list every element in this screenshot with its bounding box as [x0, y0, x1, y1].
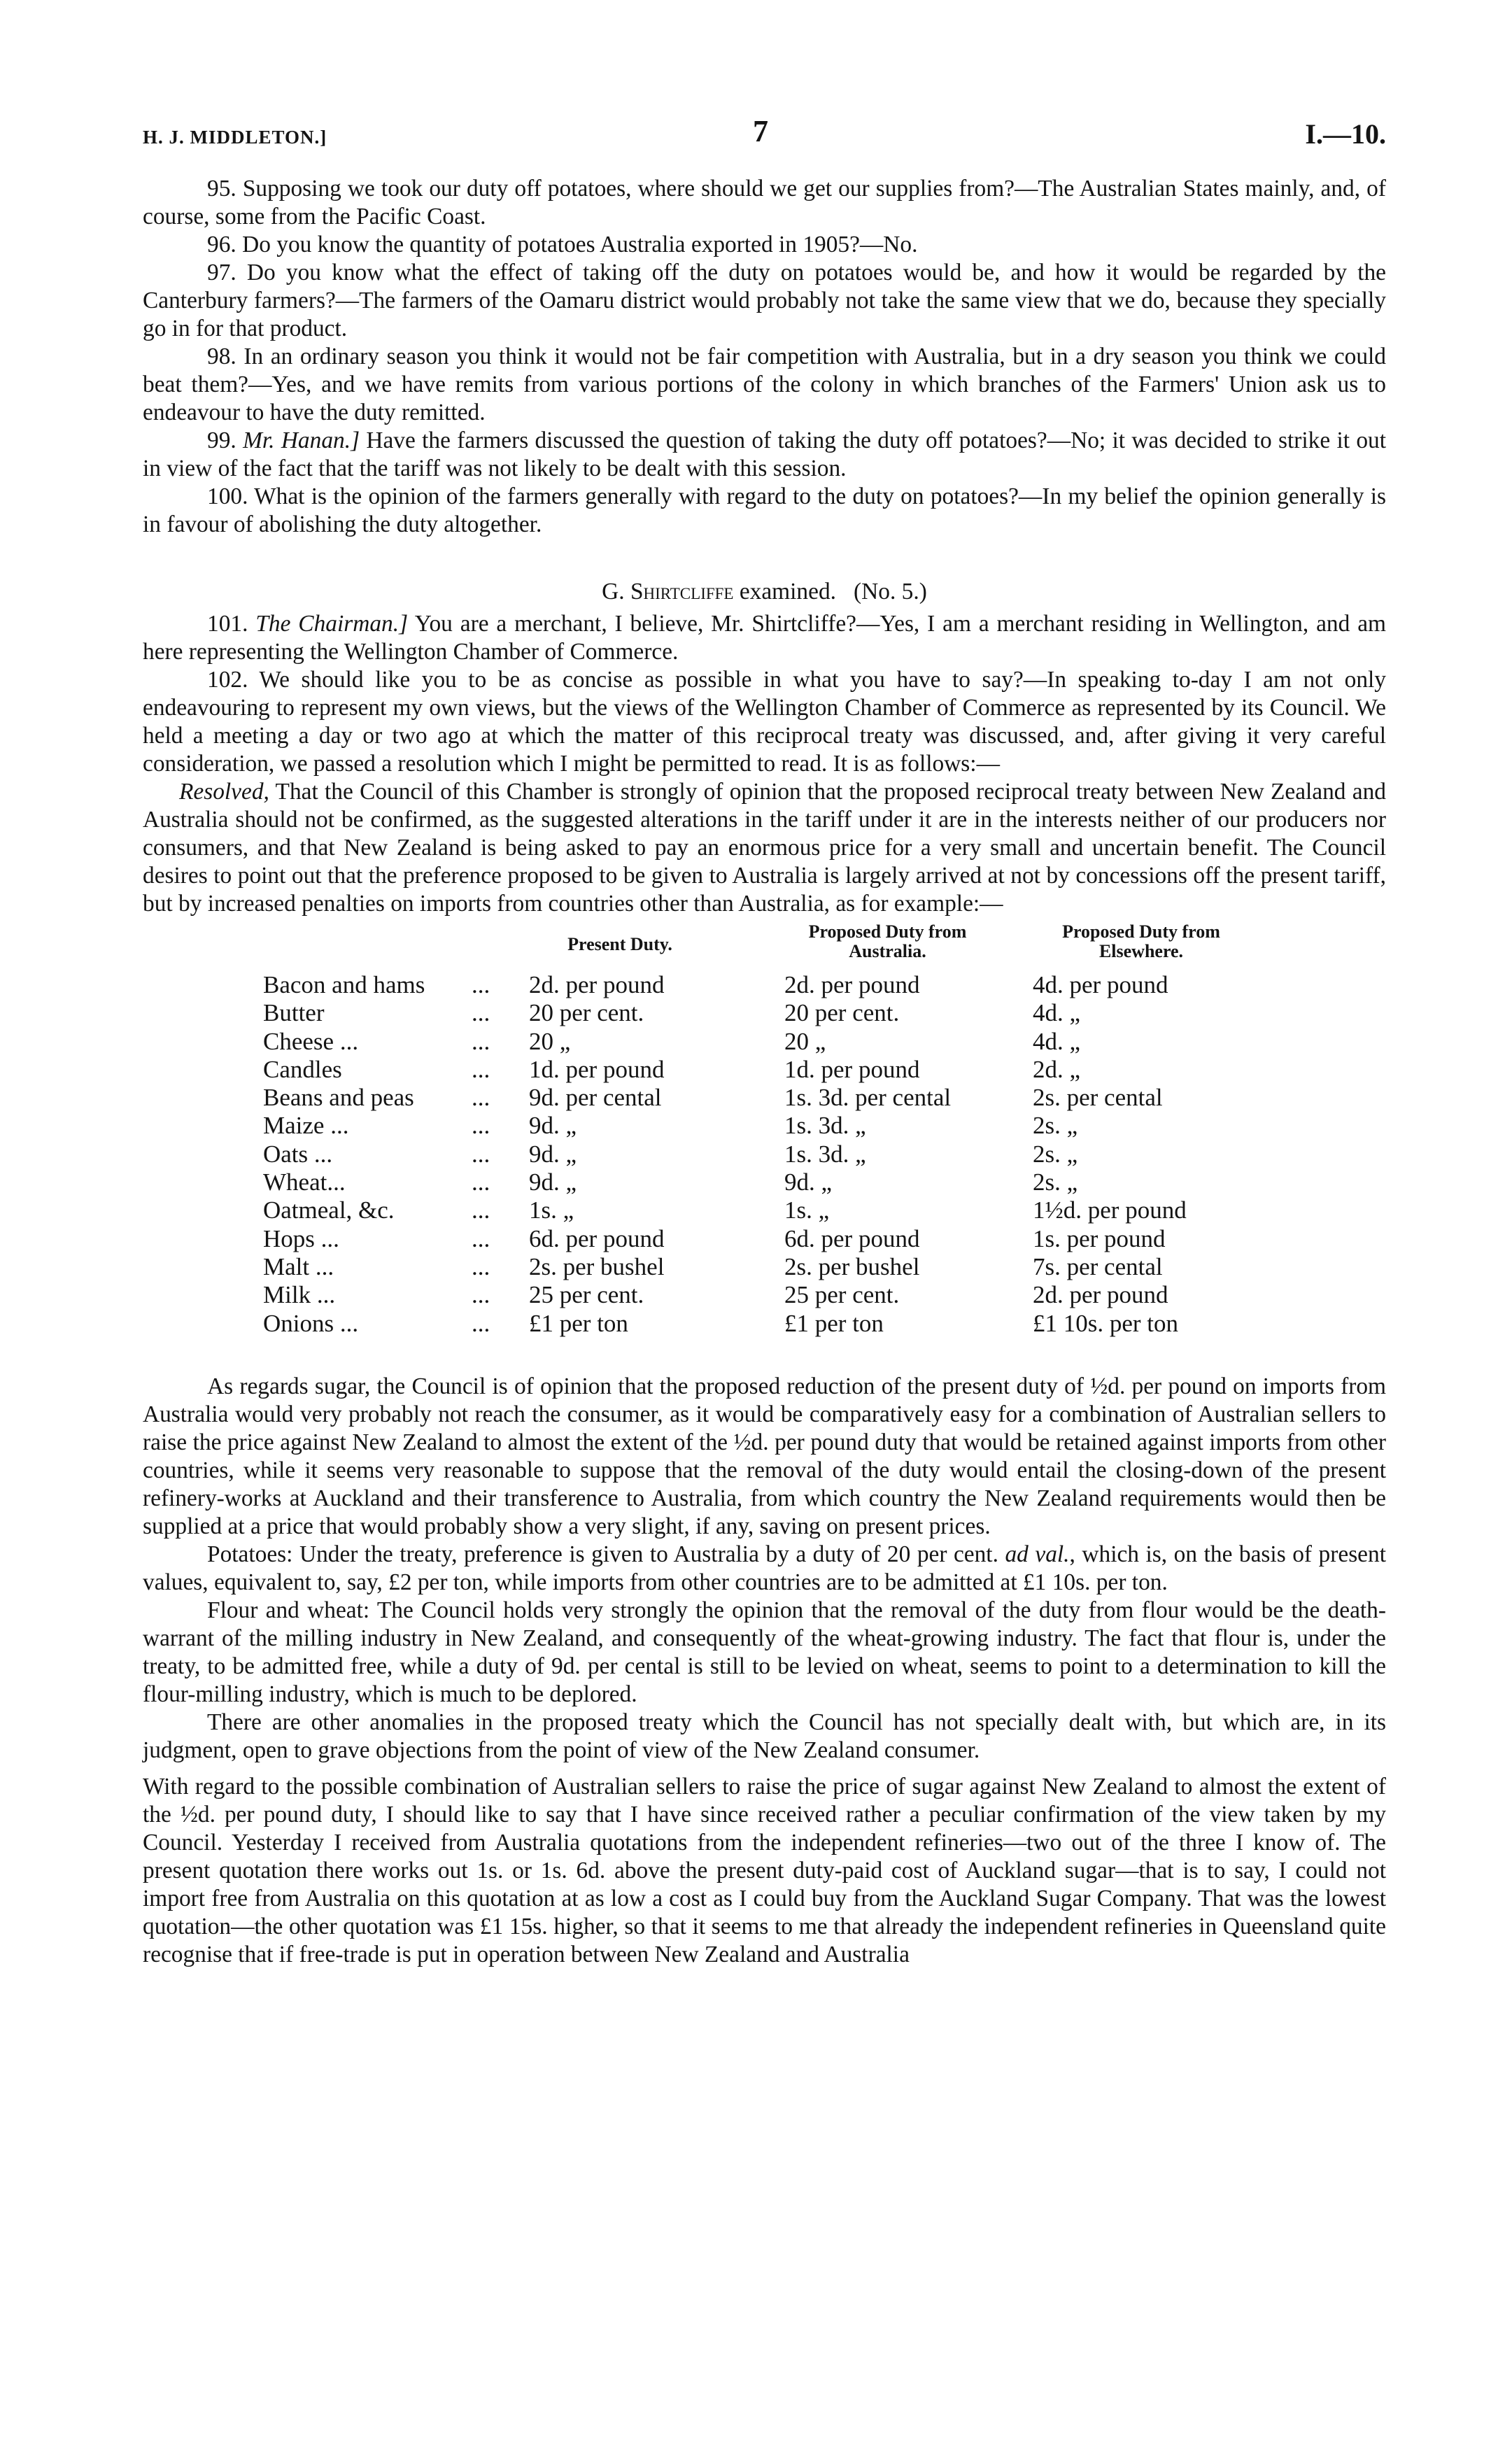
cell-elsewhere: 1½d. per pound — [1033, 1196, 1187, 1224]
cell-item: Butter — [263, 999, 325, 1027]
sugar-paragraph: As regards sugar, the Council is of opinion that the proposed reduction of the present duty of ½d. per pound on imports from Australia would very probably not reach the consumer, as it would be comparatively easy for a combination of Australian sellers to raise the price against New Zealand to almost the extent of the ½d. per pound duty that would be retained against imports from other countries, while it seems very reasonable to suppose that the removal of the duty would entail the closing-down of the present refinery-works at Auckland and their transference to Australia, from which country the New Zealand requirements would then be supplied at a price that would probably show a very slight, if any, saving on present prices. — [143, 1373, 1386, 1539]
table-row — [143, 1084, 1386, 1112]
table-row — [143, 1140, 1386, 1168]
cell-present: 1s. „ — [529, 1196, 574, 1224]
flour-paragraph: Flour and wheat: The Council holds very strongly the opinion that the removal of the duty from flour would be the death-warrant of the milling industry in New Zealand, and consequently of the wheat-growing industry. The fact that flour is, under the treaty, to be admitted free, while a duty of 9d. per cental is still to be levied on wheat, seems to point to a determination to kill the flour-milling industry, which is much to be deplored. — [143, 1597, 1386, 1707]
resolution-lead: Resolved, — [179, 779, 269, 805]
cell-australia: 1s. 3d. per cental — [784, 1084, 952, 1112]
cell-australia: 1d. per pound — [784, 1055, 920, 1083]
cell-present: 20 „ — [529, 1027, 571, 1055]
table-header — [143, 921, 1386, 971]
cell-dots: ... — [472, 999, 490, 1027]
table-row — [143, 1168, 1386, 1196]
cell-item: Candles — [263, 1055, 342, 1083]
resolution-text: That the Council of this Chamber is strongly of opinion that the proposed reciprocal treaty between New Zealand and Australia should not be confirmed, as the suggested alterations in the tariff under it are in the interests neither of our producers nor consumers, and that New Zealand is being asked to pay an enormous price for a very small and uncertain benefit. The Council desires to point out that the preference proposed to be given to Australia is largely arrived at not by concessions off the present tariff, but by increased penalties on imports from countries other than Australia, as for example:— — [143, 779, 1386, 917]
cell-present: 20 per cent. — [529, 999, 644, 1027]
cell-elsewhere: 2s. „ — [1033, 1168, 1078, 1196]
cell-dots: ... — [472, 1112, 490, 1140]
cell-item: Maize ... — [263, 1112, 349, 1140]
page-header — [143, 114, 1386, 160]
cell-elsewhere: 1s. per pound — [1033, 1224, 1166, 1252]
cell-item: Malt ... — [263, 1252, 334, 1280]
cell-dots: ... — [472, 1196, 490, 1224]
cell-elsewhere: 2s. „ — [1033, 1140, 1078, 1168]
cell-item: Bacon and hams — [263, 971, 425, 998]
cell-present: £1 per ton — [529, 1309, 628, 1337]
cell-item: Oatmeal, &c. — [263, 1196, 395, 1224]
cell-australia: £1 per ton — [784, 1309, 884, 1337]
cell-item: Onions ... — [263, 1309, 359, 1337]
cell-present: 2d. per pound — [529, 971, 665, 998]
question-100: 100. What is the opinion of the farmers generally with regard to the duty on potatoes?—In my belief the opinion generally is in favour of abolishing the duty altogether. — [143, 483, 1386, 537]
cell-dots: ... — [472, 1055, 490, 1083]
witness-number: (No. 5.) — [854, 579, 927, 605]
potatoes-lead: Potatoes: Under the treaty, preference is given to Australia by a duty of 20 per cent. — [207, 1541, 998, 1567]
potatoes-italic: ad val. — [1005, 1541, 1070, 1567]
cell-present: 6d. per pound — [529, 1224, 665, 1252]
witness-suffix: examined. — [739, 579, 836, 605]
cell-elsewhere: 2d. „ — [1033, 1055, 1081, 1083]
cell-dots: ... — [472, 1140, 490, 1168]
cell-australia: 1s. 3d. „ — [784, 1140, 866, 1168]
witness-name: G. Shirtcliffe — [602, 579, 734, 605]
table-row — [143, 1028, 1386, 1056]
table-row — [143, 1056, 1386, 1084]
question-95: 95. Supposing we took our duty off potatoes, where should we get our supplies from?—The Australian States mainly, and, of course, some from the Pacific Coast. — [143, 176, 1386, 229]
cell-item: Milk ... — [263, 1281, 336, 1309]
cell-elsewhere: 4d. „ — [1033, 999, 1081, 1027]
cell-dots: ... — [472, 1027, 490, 1055]
potatoes-rest: , which is, on the basis of present values, equivalent to, say, £2 per ton, while imports from other countries are to be admitted at £1 10s. per ton. — [143, 1541, 1386, 1595]
cell-australia: 20 „ — [784, 1027, 826, 1055]
table-row — [143, 1310, 1386, 1338]
cell-elsewhere: 4d. per pound — [1033, 971, 1168, 998]
q99-text: Have the farmers discussed the question of taking the duty off potatoes?—No; it was decided to strike it out in view of the fact that the tariff was not likely to be dealt with this session. — [143, 427, 1386, 481]
cell-dots: ... — [472, 1252, 490, 1280]
cell-elsewhere: 2d. per pound — [1033, 1281, 1168, 1309]
potatoes-paragraph — [143, 1541, 1386, 1597]
cell-dots: ... — [472, 1168, 490, 1196]
cell-dots: ... — [472, 1281, 490, 1309]
paper-reference: I.—10. — [1305, 118, 1386, 150]
cell-present: 9d. „ — [529, 1168, 577, 1196]
cell-present: 25 per cent. — [529, 1281, 644, 1309]
table-row — [143, 1253, 1386, 1281]
cell-present: 1d. per pound — [529, 1055, 665, 1083]
question-98: 98. In an ordinary season you think it would not be fair competition with Australia, but in a dry season you think we could beat them?—Yes, and we have remits from various portions of the colony in which branches of the Farmers' Union ask us to endeavour to have the duty remitted. — [143, 344, 1386, 425]
table-row — [143, 1281, 1386, 1309]
col-elsewhere: Proposed Duty from Elsewhere. — [1062, 921, 1220, 961]
cell-elsewhere: 2s. „ — [1033, 1112, 1078, 1140]
cell-dots: ... — [472, 1309, 490, 1337]
cell-present: 2s. per bushel — [529, 1252, 665, 1280]
cell-item: Oats ... — [263, 1140, 333, 1168]
cell-australia: 6d. per pound — [784, 1224, 920, 1252]
cell-dots: ... — [472, 971, 490, 998]
header-witness: H. J. MIDDLETON.] — [143, 127, 327, 148]
q101-text: You are a merchant, I believe, Mr. Shirtcliffe?—Yes, I am a merchant residing in Wellington, and am here representing the Wellington Chamber of Commerce. — [143, 611, 1386, 665]
cell-dots: ... — [472, 1084, 490, 1112]
q99-speaker: Mr. Hanan.] — [243, 427, 360, 453]
cell-australia: 2d. per pound — [784, 971, 920, 998]
q101-number: 101. — [207, 611, 248, 637]
table-row — [143, 1196, 1386, 1224]
duty-table — [143, 921, 1386, 1369]
q99-number: 99. — [207, 427, 236, 453]
cell-australia: 1s. 3d. „ — [784, 1112, 866, 1140]
cell-elsewhere: 4d. „ — [1033, 1027, 1081, 1055]
anomalies-paragraph: There are other anomalies in the proposed treaty which the Council has not specially dealt with, but which are, in its judgment, open to grave objections from the point of view of the New Zealand consumer. — [143, 1709, 1386, 1763]
q101-speaker: The Chairman.] — [255, 611, 409, 637]
table-row — [143, 999, 1386, 1027]
cell-present: 9d. „ — [529, 1140, 577, 1168]
cell-australia: 25 per cent. — [784, 1281, 900, 1309]
cell-item: Beans and peas — [263, 1084, 414, 1112]
cell-australia: 1s. „ — [784, 1196, 830, 1224]
col-present: Present Duty. — [567, 934, 672, 954]
question-99 — [143, 427, 1386, 483]
cell-item: Hops ... — [263, 1224, 339, 1252]
question-101 — [143, 610, 1386, 666]
question-96: 96. Do you know the quantity of potatoes Australia exported in 1905?—No. — [207, 232, 918, 257]
cell-australia: 9d. „ — [784, 1168, 833, 1196]
cell-elsewhere: 7s. per cental — [1033, 1252, 1163, 1280]
col-australia: Proposed Duty from Australia. — [808, 921, 967, 961]
section-heading — [143, 578, 1386, 606]
cell-elsewhere: 2s. per cental — [1033, 1084, 1163, 1112]
cell-australia: 20 per cent. — [784, 999, 900, 1027]
cell-elsewhere: £1 10s. per ton — [1033, 1309, 1179, 1337]
cell-item: Cheese ... — [263, 1027, 359, 1055]
resolution — [143, 778, 1386, 918]
cell-item: Wheat... — [263, 1168, 346, 1196]
question-97: 97. Do you know what the effect of taking off the duty on potatoes would be, and how it would be regarded by the Canterbury farmers?—The farmers of the Oamaru district would probably not take the same view that we do, because they specially go in for that product. — [143, 260, 1386, 341]
final-paragraph: With regard to the possible combination of Australian sellers to raise the price of sugar against New Zealand to almost the extent of the ½d. per pound duty, I should like to say that I have since received rather a peculiar confirmation of the view taken by my Council. Yesterday I received from Australia quotations from the independent refineries—two out of the three I know of. The present quotation there works out 1s. or 1s. 6d. above the present duty-paid cost of Auckland sugar—that is to say, I could not import free from Australia on this quotation at as low a cost as I could buy from the Auckland Sugar Company. That was the lowest quotation—the other quotation was £1 15s. higher, so that it seems to me that already the independent refineries in Queensland quite recognise that if free-trade is put in operation between New Zealand and Australia — [143, 1774, 1386, 1967]
table-body — [143, 971, 1386, 1338]
cell-present: 9d. „ — [529, 1112, 577, 1140]
cell-present: 9d. per cental — [529, 1084, 662, 1112]
table-row — [143, 1225, 1386, 1253]
page-number: 7 — [753, 114, 768, 148]
cell-australia: 2s. per bushel — [784, 1252, 920, 1280]
question-102: 102. We should like you to be as concise as possible in what you have to say?—In speaking to-day I am not only endeavouring to represent my own views, but the views of the Wellington Chamber of Commerce as represented by its Council. We held a meeting a day or two ago at which the matter of this reciprocal treaty was discussed, and, after giving it very careful consideration, we passed a resolution which I might be permitted to read. It is as follows:— — [143, 667, 1386, 777]
cell-dots: ... — [472, 1224, 490, 1252]
table-row — [143, 1112, 1386, 1140]
table-row — [143, 971, 1386, 999]
